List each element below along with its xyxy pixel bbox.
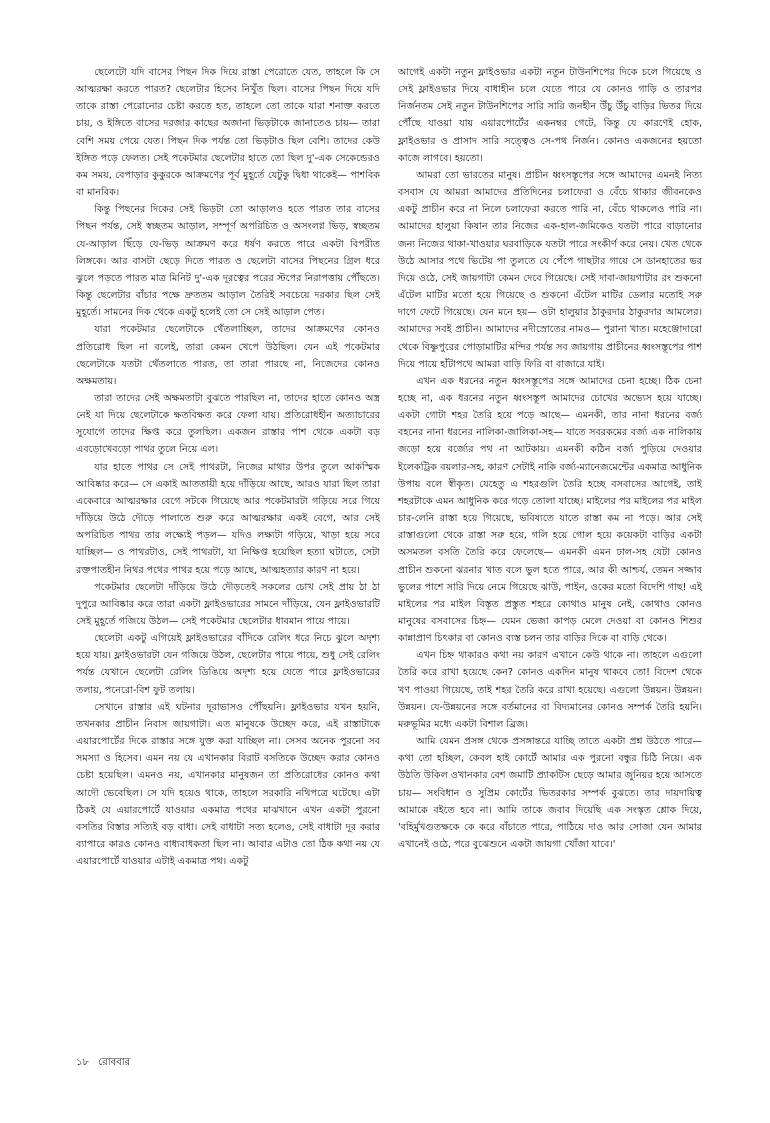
paragraph: আমরা তো ভারতের মানুষ। প্রাচীন ধ্বংসস্তূপের সঙ্গে আমাদের এমনই নিত্য বসবাস যে আমরা আমাদের প্রতিদিনের চলাফেরা ও বেঁচে থাকার জীবনকেও একটু প্রাচীন করে না নিলে চলাফেরা করতে পারি না, বেঁচে থাকলেও পারি না। আমাদের হালুয়া কিষান তার নিজের এক-হাল-জমিকেও যতটা পারে বাড়ানোর জন্য নিজের থাকা-খাওয়ার ঘরবাড়িকে যতটা পারে সংকীর্ণ করে নেয়। খেত থেকে উঠে আসার পথে ভিটেয় পা তুলতে যে পেঁপে গাছটার গায়ে সে ডানহাতের ভর দিয়ে ওঠে, সেই জায়গাটা কেমন দেবে গিয়েছে। সেই দাবা-জায়গাটার রং শুকনো এঁটেল মাটির মতো হয়ে গিয়েছে ও শুকনো এঁটেল মাটির ডেলার মতোই সরু দাগে ফেটে গিয়েছে। যেন মনে হয়— ওটা হালুয়ার ঠাকুরদার ঠাকুরদার আমলের। আমাদের সবই প্রাচীন। আমাদের নদীস্রোতের নামও— পুরানা খাত। মহেঞ্জোদারো থেকে বিষ্ণুপুরের পোড়ামাটির মন্দির পর্যন্ত সব জায়গায় প্রাচীনের ধ্বংসস্তূপের পাশ দিয়ে পায়ে হাঁটাপথে আমরা বাড়ি ফিরি বা বাজারে যাই।: [398, 169, 702, 370]
left-column: [76, 64, 380, 870]
paragraph: তারা তাদের সেই অক্ষমতাটা বুঝতে পারছিল না, তাদের হাতে কোনও অস্ত্র নেই যা দিয়ে ছেলেটাকে ক্ষতবিক্ষত করে ফেলা যায়। প্রতিরোধহীন অত্যাচারের সুযোগে তাদের ক্ষিপ্ত করে তুলছিল। একজন রাস্তার পাশ থেকে একটা বড় এবড়োখেবড়ো পাথর তুলে নিয়ে এল।: [76, 392, 380, 456]
paragraph: এখন এক ধরনের নতুন ধ্বংসস্তূপের সঙ্গে আমাদের চেনা হচ্ছে। ঠিক চেনা হচ্ছে না, এক ধরনের নতুন ধ্বংসস্তূপ আমাদের চোখের অভ্যেস হয়ে যাচ্ছে। একটা গোটা শহর তৈরি হয়ে পড়ে আছে— এমনকী, তার নানা ধরনের বর্জ্য বহনের নানা ধরনের নালিকা-জালিকা-সহ— যাতে সবরকমের বর্জ্য এক নালিকায় জড়ো হয়ে বর্জ্যের পথ না আটকায়। এমনকী কঠিন বর্জ্য পুড়িয়ে দেওয়ার ইলেকট্রিক বয়লার-সহ, কারণ সেটাই নাকি বর্জ্য-ম্যানেজমেন্টের একমাত্র আধুনিক উপায় বলে স্বীকৃত। যেহেতু এ শহরগুলি তৈরি হচ্ছে বসবাসের আগেই, তাই শহরটাকে এমন আধুনিক করে গড়ে তোলা যাচ্ছে। মাইলের পর মাইলের পর মাইল চার-লেনি রাস্তা হয়ে গিয়েছে, ভবিষ্যতে যাতে রাস্তা কম না পড়ে। আর সেই রাস্তাগুলো থেকে রাস্তা সরু হয়ে, গলি হয়ে গোল হয়ে কয়েকটা বাড়ির একটা অসমতল বসতি তৈরি করে ফেলেছে— এমনকী এমন ঢাল-সহ যেটা কোনও প্রাচীন শুকনো ঝরনার খাত বলে ভুল হতে পারে, আর কী আশ্চর্য, তেমন সজ্জাব ভুলের পাশে সারি দিয়ে নেমে গিয়েছে ঝাউ, পাইন, ওকের মতো বিদেশি গাছ! এই মাইলের পর মাইল বিস্তৃত প্রস্তুত শহরে কোথাও মানুষ নেই, কোথাও কোনও মানুষের বসবাসের চিহ্ন— যেমন ভেজা কাপড় মেলে দেওয়া বা কোনও শিশুর কান্নাপ্রাণ চিৎকার বা কোনও ব্যস্ত চলন তার বাড়ির দিকে বা বাড়ি থেকে।: [398, 375, 702, 645]
paragraph: এখন চিহ্ন থাকারও কথা নয় কারণ এখানে কেউ থাকে না। তাহলে এগুলো তৈরি করে রাখা হয়েছে কেন? কোনও একদিন মানুষ থাকবে তো! বিদেশ থেকে খণ পাওয়া গিয়েছে, তাই শহর তৈরি করে রাখা হয়েছে। এগুলো উন্নয়ন। উন্নয়ন। উন্নয়ন। যে-উন্নয়নের সঙ্গে বর্তমানের বা বিদ্যমানের কোনও সম্পর্ক তৈরি হয়নি। মরুভূমির মধ্যে একটা বিশাল ব্রিজ।: [398, 650, 702, 730]
magazine-name: রোববার: [98, 1057, 131, 1068]
paragraph: যারা পকেটমার ছেলেটাকে থেঁতলাচ্ছিল, তাদের আক্রমণের কোনও প্রতিরোধ ছিল না বলেই, তারা কেমন খেপে উঠছিল। যেন এই পকেটমার ছেলেটাকে যতটা থেঁতলাতে পারত, তা তারা পারছে না, নিজেদের কোনও অক্ষমতায়।: [76, 324, 380, 387]
paragraph: সেখানে রাস্তার এই ঘটনার দূরাভাসও পৌঁছয়নি। ফ্লাইওভার যখন হয়নি, তখনকার প্রাচীন নিবাস জায়গাটা। এত মানুষকে উচ্ছেদ করে, এই রাস্তাটাকে এয়ারপোর্টের দিকে রাস্তার সঙ্গে যুক্ত করা যাচ্ছিল না। সেসব অনেক পুরনো সব সমস্যা ও হিসেব। এমন নয় যে এখানকার বিরাট বসতিকে উচ্ছেদ করার কোনও চেষ্টা হয়েছিল। এমনও নয়, এখানকার মানুষজন তা প্রতিরোধের কোনও কথা আদৌ ভেবেছিল। সে যদি হয়েও থাকে, তাহলে সরকারি নথিপত্রে ঘটেছে। এটা ঠিকই যে এয়ারপোর্টে যাওয়ার একমাত্র পথের মাঝখানে এখন একটা পুরনো বসতির বিস্তার সত্যিই বড় বাধা। সেই বাধাটা সত্য হলেও, সেই বাধাটা দূর করার ব্যাপারে কারও কোনও বাধ্যবাধকতা ছিল না। আবার এটাও তো ঠিক কথা নয় যে এয়ারপোর্টে যাওয়ার এটাই একমাত্র পথ। একটু: [76, 701, 380, 868]
paragraph: আগেই একটা নতুন ফ্লাইওভার একটা নতুন টাউনশিপের দিকে চলে গিয়েছে ও সেই ফ্লাইওভার দিয়ে বাধাহীন চলে যেতে পারে যে কোনও গাড়ি ও তারপর নির্জনতম সেই নতুন টাউনশিপের সারি সারি জনহীন উঁচু উঁচু বাড়ির ভিতর দিয়ে পৌঁছে যাওয়া যায় এয়ারপোর্টের একনম্বর গেটে, কিন্তু যে কারণেই হোক, ফ্লাইওভার ও প্রাসাদ সারি সত্ত্বেও সে-পথ নির্জন। কোনও একজনের হয়তো কাজে লাগবে। হয়তো।: [398, 67, 702, 164]
paragraph: ছেলেটা একটু এগিয়েই ফ্লাইওভারের বাঁদিকে রেলিং ধরে নিচে ঝুলে অদৃশ্য হয়ে যায়। ফ্লাইওভারটা যেন গজিয়ে উঠল, ছেলেটার পায়ে পায়ে, শুধু সেই রেলিং পর্যন্ত যেখানে ছেলেটা রেলিং ডিঙিয়ে অদৃশ্য হয়ে যেতে পারে ফ্লাইওভারের তলায়, পনেরো-বিশ ফুট তলায়।: [76, 633, 380, 696]
page-number: ১৮: [76, 1057, 89, 1068]
paragraph: আমি যেমন প্রসঙ্গ থেকে প্রসঙ্গান্তরে যাচ্ছি তাতে একটা প্রশ্ন উঠতে পারে— কথা তো হচ্ছিল, কেবল হাই কোর্টে আমার এক পুরনো বন্ধুর চিঠি নিয়ে। এক উঠতি উকিল ওখানকার বেশ জমাটি প্র্যাকটিস ছেড়ে আমার জুনিয়র হয়ে আসতে চায়— সংবিধান ও সুপ্রিম কোর্টের ভিতরকার সম্পর্ক বুঝতে। তার দায়দায়িত্ব আমাকে বইতে হবে না। আমি তাকে জবাব দিয়েছি এক সংস্কৃত শ্লোক দিয়ে, 'বহির্মুখগুতক্ষকে কে করে বাঁচাতে পারে, পাঠিয়ে দাও আর সোজা যেন আমার এখানেই ওঠে, পরে বুঝেশুনে একটা জায়গা খোঁজা যাবে।': [398, 736, 702, 851]
page-footer: [76, 1055, 130, 1072]
paragraph: ছেলেটো যদি বাসের পিছন দিক দিয়ে রাস্তা পেরোতে যেত, তাহলে কি সে আত্মরক্ষা করতে পারত? ছেলেটার হিসেব নিখুঁত ছিল। বাসের পিছন দিয়ে যদি তাকে রাস্তা পেরোনোর চেষ্টা করতে হত, তাহলে তো তাকে যারা শনাক্ত করতে চায়, ও ইঙ্গিতে বাসের দরজার কাছের অজানা ভিড়টাকে জানাতেও চায়— তারা বেশি সময় পেয়ে যেত। পিছন দিক পর্যন্ত তো ভিড়টাও ছিল বেশি। তাদের কেউ ইঙ্গিত পড়ে ফেলত। সেই পকেটমার ছেলেটার হাতে তো ছিল দু'-এক সেকেন্ডেরও কম সময়, বেপাড়ার কুকুরকে আক্রমণের পূর্ব মুহূর্তে যেটুকু দ্বিধা থাকেই— পাশবিক বা মানবিক।: [76, 67, 380, 199]
paragraph: কিন্তু পিছনের দিকের সেই ভিড়টা তো আড়ালও হতে পারত তার বাসের পিছন পর্যন্ত, সেই স্বচ্ছতম আড়াল, সম্পূর্ণ অপরিচিত ও অসংলগ্ন ভিড়, স্বচ্ছতম যে-আড়াল ছিঁড়ে যে-ভিড় আক্রমণ করে ধর্ষণ করতে পারে একটা বিপরীত লিঙ্গকে। আর বাসটা ছেড়ে দিতে পারত ও ছেলেটা বাসের পিছনের গ্রিল ধরে ঝুলে পড়তে পারত মাত্র মিনিট দু'-এক দূরত্বের পরের স্টপের নিরাপত্তায় পৌঁছতে। কিন্তু ছেলেটার বাঁচার পক্ষে দ্রুততম আড়াল তৈরিই সবচেয়ে দরকার ছিল সেই মুহূর্তে। সামনের দিক থেকে একটু হলেই তো সে সেই আড়াল পেত।: [76, 204, 380, 319]
paragraph: যার হাতে পাথর সে সেই পাথরটা, নিজের মাথার উপর তুলে আকস্মিক আবিষ্কার করে— সে একাই আততায়ী হয়ে দাঁড়িয়ে আছে, আরও যারা ছিল তারা একেবারে আত্মরক্ষার বেগে সটকে গিয়েছে আর পকেটমারটা গড়িয়ে সরে গিয়ে দাঁড়িয়ে উঠে দৌড়ে পালাতে শুরু করে আত্মরক্ষার একই বেগে, আর সেই অপরিচিত পাথর তার লক্ষ্যেই পড়ল— যদিও লক্ষ্যটা গড়িয়ে, খাড়া হয়ে সরে যাচ্ছিল— ও পাথরটাও, সেই পাথরটা, যা নিক্ষিপ্ত হয়েছিল হত্যা ঘটাতে, সেটা রক্তপাতহীন নিথর পথের পাথর হয়ে পড়ে আছে, আত্মহত্যার কারণ না হয়ে।: [76, 461, 380, 576]
right-column: [398, 64, 702, 853]
paragraph: পকেটমার ছেলেটা দাঁড়িয়ে উঠে দৌড়তেই সকলের চোখ সেই প্রায় ঠা ঠা দুপুরে আবিষ্কার করে তারা একটা ফ্লাইওভারের সামনে দাঁড়িয়ে, যেন ফ্লাইওভারটি সেই মুহূর্তে গজিয়ে উঠল— সেই পকেটমার ছেলেটার ধাবমান পায়ে পায়ে।: [76, 581, 380, 627]
